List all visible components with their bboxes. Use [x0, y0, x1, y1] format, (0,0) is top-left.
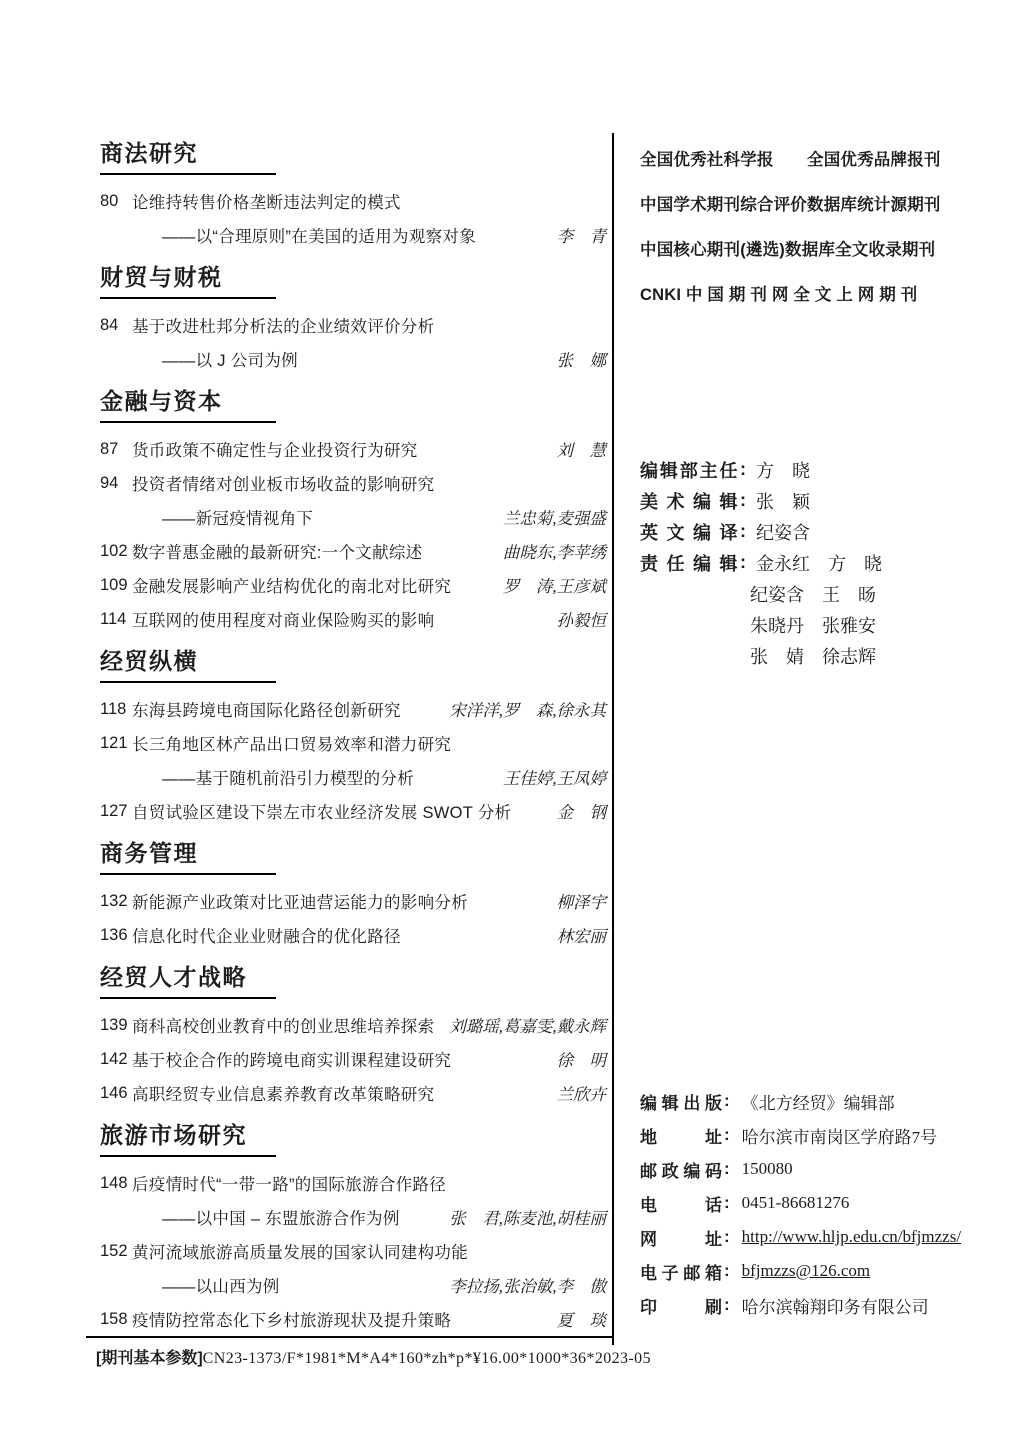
entry-authors: 林宏丽 [556, 927, 606, 946]
entry-title: 基于改进杜邦分析法的企业绩效评价分析 [132, 318, 435, 336]
entry-title: 长三角地区林产品出口贸易效率和潜力研究 [132, 736, 452, 754]
entry-authors: 李拉扬,张治敏,李 傲 [449, 1277, 606, 1296]
colon-separator: : [724, 1125, 730, 1144]
toc-section [100, 962, 612, 1110]
section-underline [100, 997, 276, 999]
entry-authors: 王佳婷,王凤婷 [502, 769, 606, 788]
entry-page-number: 139 [100, 1015, 128, 1034]
publication-row [640, 1186, 950, 1220]
entry-title: 东海县跨境电商国际化路径创新研究 [132, 702, 401, 720]
editorial-row [640, 578, 942, 609]
entry-title: 论维持转售价格垄断违法判定的模式 [132, 194, 401, 212]
editorial-label: 英 文 编 译 [640, 522, 738, 543]
section-underline [100, 873, 276, 875]
email-link[interactable]: bfjmzzs@126.com [741, 1261, 871, 1280]
entry-subtitle: ——以 J 公司为例 [162, 352, 298, 370]
editorial-value: 张 婧 徐志辉 [750, 646, 876, 667]
editorial-row [640, 547, 942, 578]
publication-row [640, 1084, 950, 1118]
toc-entry [100, 308, 612, 376]
editorial-row [640, 454, 942, 485]
entry-title: 基于校企合作的跨境电商实训课程建设研究 [132, 1052, 452, 1070]
entry-page-number: 146 [100, 1083, 128, 1102]
editorial-value: 张 颖 [756, 491, 810, 512]
journal-params-value: CN23-1373/F*1981*M*A4*160*zh*p*¥16.00*1000*36*2023-05 [202, 1350, 651, 1367]
accolade-line: 全国优秀社科学报 全国优秀品牌报刊 [640, 151, 941, 169]
colon-separator: : [724, 1091, 730, 1110]
toc-section [100, 1120, 612, 1336]
entry-page-number: 109 [100, 575, 128, 594]
section-underline [100, 421, 276, 423]
entry-subtitle: ——以中国 – 东盟旅游合作为例 [162, 1210, 400, 1228]
publication-label: 编辑出版 [640, 1093, 722, 1113]
entry-authors: 夏 琰 [556, 1311, 606, 1330]
entry-page-number: 158 [100, 1309, 128, 1328]
toc-entry [100, 466, 612, 534]
toc-entry [100, 184, 612, 252]
entry-title: 新能源产业政策对比亚迪营运能力的影响分析 [132, 894, 468, 912]
publication-label: 印 刷 [640, 1297, 722, 1317]
entry-subtitle: ——以“合理原则”在美国的适用为观察对象 [162, 228, 476, 246]
colon-separator: : [740, 459, 746, 479]
postal-code-value: 150080 [741, 1159, 793, 1178]
entry-title: 互联网的使用程度对商业保险购买的影响 [132, 612, 435, 630]
entry-page-number: 118 [100, 699, 127, 718]
accolade-line: 中国核心期刊(遴选)数据库全文收录期刊 [640, 241, 936, 259]
entry-title: 金融发展影响产业结构优化的南北对比研究 [132, 578, 452, 596]
publication-info-block [640, 1084, 962, 1322]
entry-page-number: 152 [100, 1241, 128, 1260]
entry-page-number: 127 [100, 801, 128, 820]
colon-separator: : [724, 1227, 730, 1246]
toc-section [100, 386, 612, 636]
toc-entry [100, 794, 612, 828]
entry-authors: 兰欣卉 [556, 1085, 606, 1104]
toc-section [100, 646, 612, 828]
toc-entry [100, 534, 612, 568]
section-title: 金融与资本 [100, 388, 223, 414]
entry-page-number: 142 [100, 1049, 128, 1068]
entry-authors: 曲晓东,李苹绣 [502, 543, 606, 562]
editorial-value: 纪姿含 王 旸 [750, 584, 876, 605]
entry-authors: 张 君,陈麦池,胡桂丽 [449, 1209, 606, 1228]
column-divider-line [612, 133, 614, 1345]
toc-entry [100, 692, 612, 726]
entry-page-number: 84 [100, 315, 119, 334]
entry-page-number: 87 [100, 439, 119, 458]
section-title: 商务管理 [100, 840, 198, 866]
table-of-contents [100, 138, 612, 1336]
publisher-name: 《北方经贸》编辑部 [741, 1093, 895, 1113]
publication-label: 电子邮箱 [640, 1263, 722, 1283]
entry-authors: 孙毅恒 [556, 611, 606, 630]
section-underline [100, 173, 276, 175]
editorial-value: 方 晓 [756, 460, 810, 481]
entry-page-number: 80 [100, 191, 119, 210]
entry-title: 高职经贸专业信息素养教育改革策略研究 [132, 1086, 435, 1104]
editorial-row [640, 609, 942, 640]
entry-authors: 刘 慧 [556, 441, 606, 460]
publication-row [640, 1220, 962, 1254]
editorial-label: 责 任 编 辑 [640, 553, 738, 574]
editorial-row [640, 640, 942, 671]
entry-page-number: 136 [100, 925, 128, 944]
colon-separator: : [740, 552, 746, 572]
accolade-line: 中国学术期刊综合评价数据库统计源期刊 [640, 196, 941, 214]
toc-entry [100, 1042, 612, 1076]
entry-authors: 兰忠菊,麦强盛 [502, 509, 606, 528]
entry-page-number: 148 [100, 1173, 128, 1192]
colon-separator: : [724, 1193, 730, 1212]
entry-page-number: 132 [100, 891, 128, 910]
editorial-label: 美 术 编 辑 [640, 491, 738, 512]
entry-title: 数字普惠金融的最新研究:一个文献综述 [132, 544, 423, 562]
toc-entry [100, 602, 612, 636]
entry-subtitle: ——以山西为例 [162, 1278, 280, 1296]
entry-authors: 刘璐瑶,葛嘉雯,戴永辉 [449, 1017, 606, 1036]
publication-label: 邮政编码 [640, 1161, 722, 1181]
entry-title: 后疫情时代“一带一路”的国际旅游合作路径 [132, 1176, 446, 1194]
toc-section [100, 838, 612, 952]
toc-section [100, 262, 612, 376]
entry-authors: 柳泽宇 [556, 893, 606, 912]
entry-page-number: 94 [100, 473, 119, 492]
publication-row [640, 1254, 950, 1288]
publication-row [640, 1288, 950, 1322]
editorial-value: 金永红 方 晓 [756, 553, 882, 574]
toc-entry [100, 1234, 612, 1302]
publication-row [640, 1152, 950, 1186]
section-title: 商法研究 [100, 140, 198, 166]
entry-title: 疫情防控常态化下乡村旅游现状及提升策略 [132, 1312, 452, 1330]
colon-separator: : [740, 521, 746, 541]
section-title: 旅游市场研究 [100, 1122, 247, 1148]
entry-authors: 金 钢 [556, 803, 606, 822]
editorial-value: 纪姿含 [756, 522, 810, 543]
publication-label: 网 址 [640, 1229, 722, 1249]
section-underline [100, 1155, 276, 1157]
publication-row [640, 1118, 950, 1152]
colon-separator: : [724, 1261, 730, 1280]
toc-entry [100, 432, 612, 466]
entry-title: 黄河流域旅游高质量发展的国家认同建构功能 [132, 1244, 468, 1262]
colon-separator: : [724, 1159, 730, 1178]
toc-entry [100, 1166, 612, 1234]
printer-name: 哈尔滨翰翔印务有限公司 [741, 1297, 929, 1317]
journal-params-label: [期刊基本参数] [96, 1350, 203, 1367]
editorial-row [640, 516, 942, 547]
section-title: 经贸纵横 [100, 648, 198, 674]
editorial-label: 编辑部主任 [640, 460, 738, 481]
editorial-value: 朱晓丹 张雅安 [750, 615, 876, 636]
entry-subtitle: ——基于随机前沿引力模型的分析 [162, 770, 414, 788]
toc-entry [100, 568, 612, 602]
toc-section [100, 138, 612, 252]
footer-rule-line [86, 1336, 614, 1338]
entry-title: 投资者情绪对创业板市场收益的影响研究 [132, 476, 435, 494]
entry-authors: 罗 涛,王彦斌 [502, 577, 606, 596]
section-title: 财贸与财税 [100, 264, 223, 290]
phone-value: 0451-86681276 [741, 1193, 850, 1212]
entry-authors: 李 青 [556, 227, 606, 246]
publication-label: 电 话 [640, 1195, 722, 1215]
entry-title: 货币政策不确定性与企业投资行为研究 [132, 442, 418, 460]
journal-accolades [640, 138, 942, 318]
entry-page-number: 114 [100, 609, 127, 628]
entry-title: 信息化时代企业业财融合的优化路径 [132, 928, 401, 946]
entry-title: 自贸试验区建设下崇左市农业经济发展 SWOT 分析 [132, 804, 512, 822]
toc-entry [100, 1008, 612, 1042]
colon-separator: : [740, 490, 746, 510]
entry-title: 商科高校创业教育中的创业思维培养探索 [132, 1018, 435, 1036]
entry-subtitle: ——新冠疫情视角下 [162, 510, 314, 528]
toc-entry [100, 1076, 612, 1110]
address-value: 哈尔滨市南岗区学府路7号 [741, 1127, 938, 1147]
journal-params [96, 1345, 651, 1368]
toc-entry [100, 1302, 612, 1336]
publication-label: 地 址 [640, 1127, 722, 1147]
toc-entry [100, 884, 612, 918]
section-title: 经贸人才战略 [100, 964, 247, 990]
entry-page-number: 121 [100, 733, 128, 752]
toc-entry [100, 726, 612, 794]
colon-separator: : [724, 1295, 730, 1314]
accolade-line: CNKI 中 国 期 刊 网 全 文 上 网 期 刊 [640, 286, 918, 304]
entry-authors: 宋洋洋,罗 森,徐永其 [449, 701, 606, 720]
toc-entry [100, 918, 612, 952]
entry-authors: 徐 明 [556, 1051, 606, 1070]
section-underline [100, 297, 276, 299]
editorial-staff-block [640, 454, 942, 671]
entry-page-number: 102 [100, 541, 128, 560]
section-underline [100, 681, 276, 683]
editorial-row [640, 485, 942, 516]
entry-authors: 张 娜 [556, 351, 606, 370]
website-link[interactable]: http://www.hljp.edu.cn/bfjmzzs/ [741, 1227, 962, 1246]
